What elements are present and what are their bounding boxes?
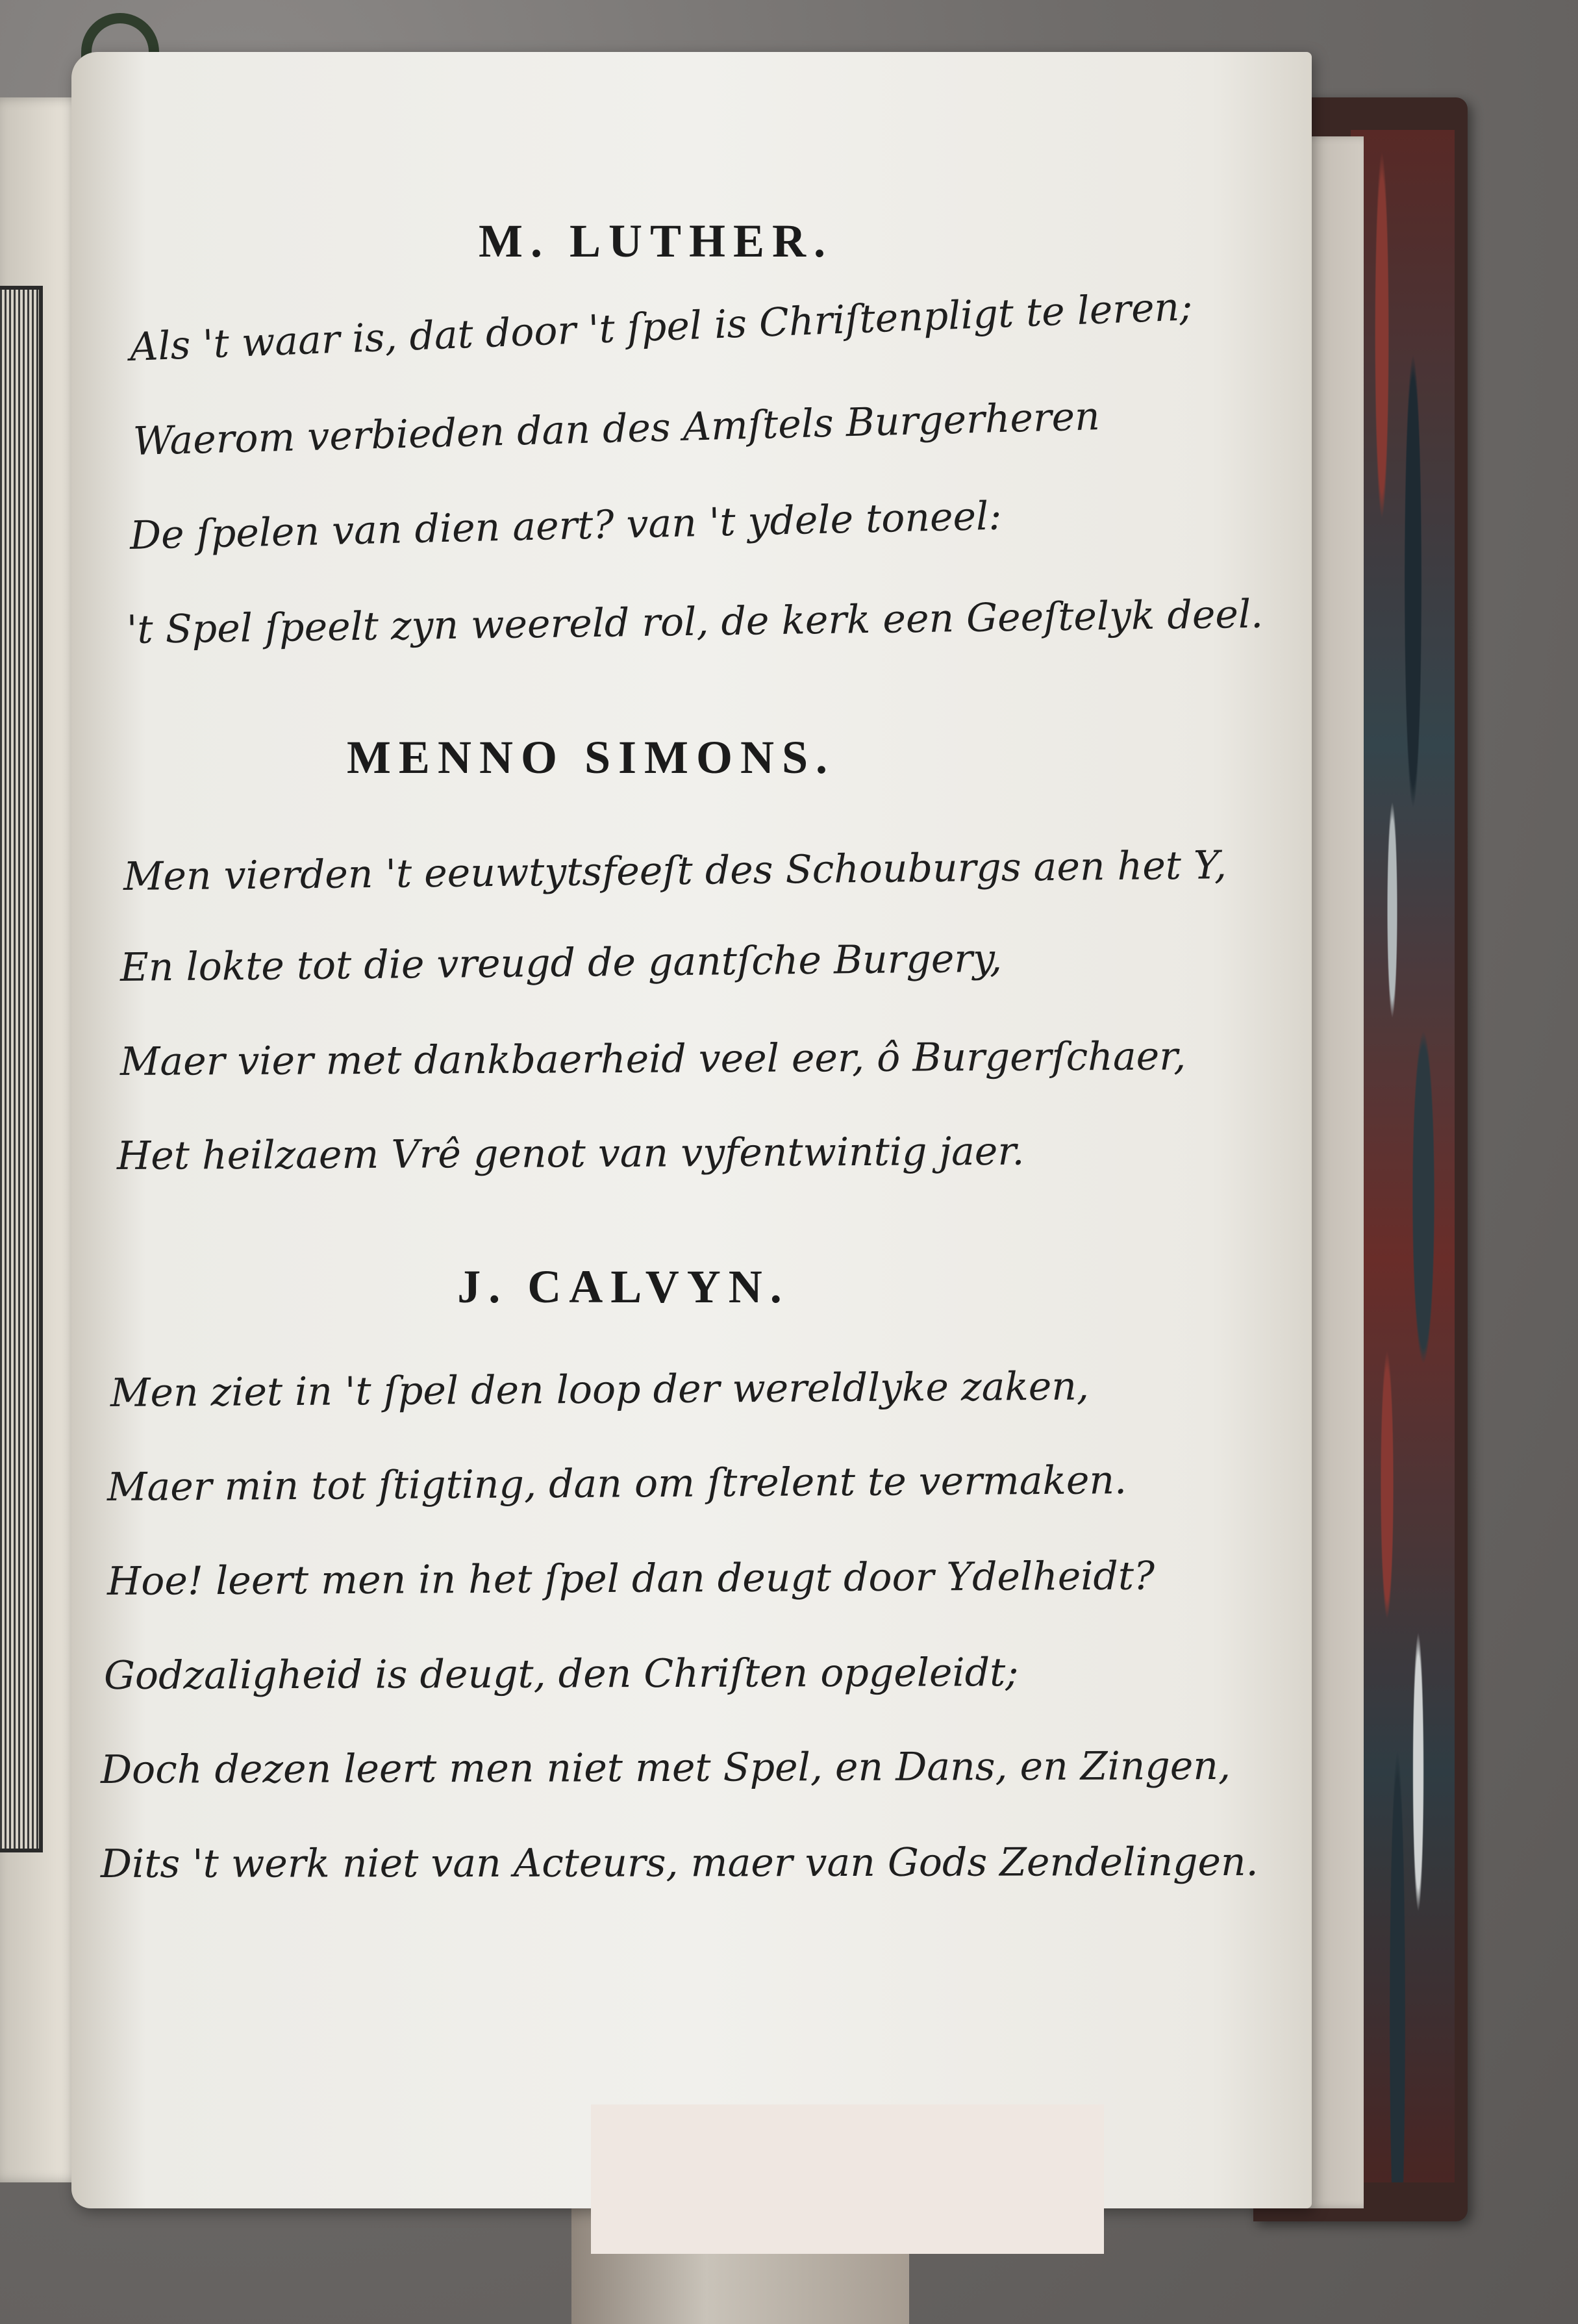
verse-line: Godzaligheid is deugt, den Chriſten opgeleidt; [103, 1650, 1019, 1699]
verse-line: Hoe! leert men in het ſpel dan deugt door Ydelheidt? [106, 1553, 1155, 1604]
verse-line: De ſpelen van dien aert? van 't ydele toneel: [129, 493, 1003, 559]
verse-line: En lokte tot die vreugd de gantſche Burgery, [119, 935, 1003, 991]
verse-line: 't Spel ſpeelt zyn weereld rol, de kerk een Geeſtelyk deel. [126, 591, 1264, 653]
verse-line: Als 't waar is, dat door 't ſpel is Chriſtenpligt te leren; [129, 284, 1194, 370]
section-heading-calvyn: J. CALVYN. [457, 1261, 790, 1313]
section-heading-menno-simons: MENNO SIMONS. [346, 731, 836, 783]
verse-line: Men ziet in 't ſpel den loop der wereldlyke zaken, [110, 1363, 1090, 1416]
paper-patch [591, 2104, 1104, 2254]
section-heading-luther: M. LUTHER. [478, 215, 834, 267]
verse-line: Dits 't werk niet van Acteurs, maer van Gods Zendelingen. [100, 1839, 1259, 1887]
verse-line: Doch dezen leert men niet met Spel, en Dans, en Zingen, [100, 1743, 1231, 1793]
marbled-edge [1351, 130, 1455, 2182]
verse-line: Men vierden 't eeuwtytsfeeſt des Schouburgs aen het Y, [123, 842, 1227, 900]
verse-line: Maer vier met dankbaerheid veel eer, ô Burgerſchaer, [119, 1033, 1186, 1085]
verse-line: Het heilzaem Vrê genot van vyfentwintig jaer. [116, 1128, 1025, 1179]
book-page [71, 52, 1312, 2208]
left-page-border-ornament [0, 286, 43, 1852]
verse-line: Maer min tot ſtigting, dan om ſtrelent te vermaken. [106, 1458, 1127, 1510]
verse-line: Waerom verbieden dan des Amſtels Burgerheren [132, 394, 1101, 464]
